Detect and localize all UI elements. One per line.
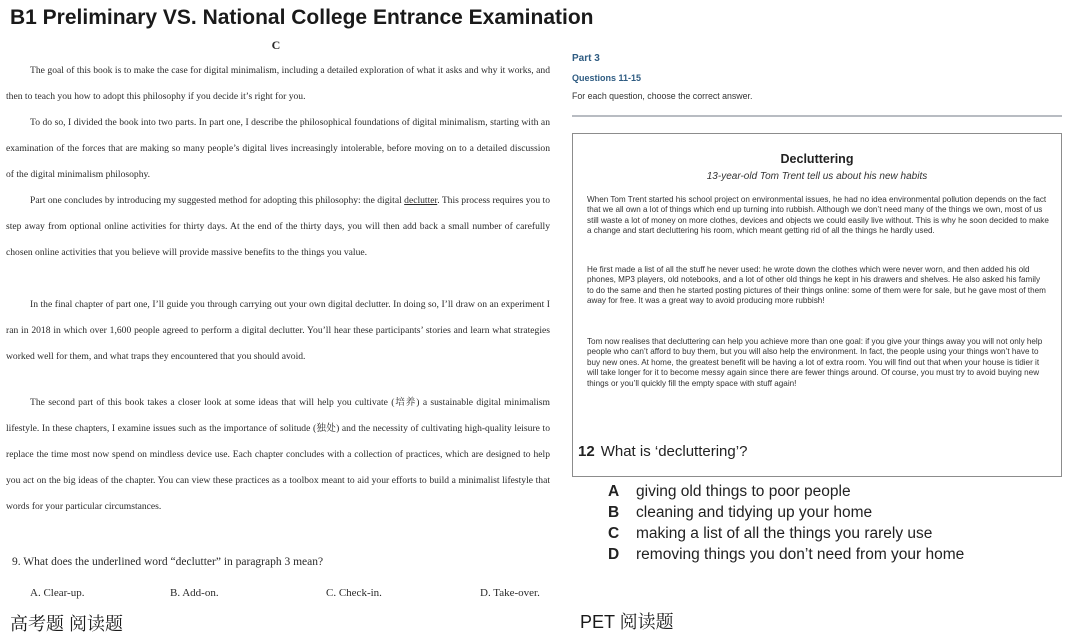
option-letter: C [608, 525, 620, 542]
option-b [608, 504, 872, 522]
question-number: 12 [578, 443, 595, 460]
option-b: B. Add-on. [170, 587, 219, 599]
option-d [608, 546, 964, 564]
option-c [608, 525, 932, 543]
paragraph-text: To do so, I divided the book into two parts. In part one, I describe the philosophical foundations of digital minimalism, starting with an examination of the forces that are making so many people’s digital lives increasingly intolerable, before moving on to a detailed discussion of the digital minimalism philosophy. [6, 117, 550, 180]
question-12 [578, 443, 747, 460]
paragraph-text: The second part of this book takes a closer look at some ideas that will help you cultivate (培养) a sustainable digital minimalism lifestyle. In these chapters, I examine issues such as the importance of solitude (独处) and the necessity of cultivating high-quality leisure to replace the time most now spend on mindless device use. Each chapter concludes with a collection of practices, which are designed to help you act on the big ideas of the chapter. You can view these practices as a toolbox meant to aid your efforts to build a minimalist lifestyle that words for your particular circumstances. [6, 397, 550, 512]
option-letter: D [608, 546, 620, 563]
part-label: Part 3 [572, 53, 600, 64]
question-text: What is ‘decluttering’? [600, 443, 748, 460]
article-paragraph-3: Tom now realises that decluttering can help you achieve more than one goal: if you give your things away you will not only help people who can’t afford to buy them, but you will also help the environment. In fact, the people using your things won’t have to buy new ones. At home, the greatest benefit will be having a lot of extra room. You will find out that when your house is tidier it will take longer for it to become messy again since there are fewer things around. Of course, you must try to avoid buying new things or you’ll quickly fill the empty space with stuff again! [587, 337, 1043, 388]
article-paragraph-2: He first made a list of all the stuff he never used: he wrote down the clothes which were never worn, and then added his old phones, MP3 players, old notebooks, and a lot of other old things he kept in his drawers and shelves. He also asked his family to do the same and then he started posting pictures of their things online: some of them were for sale, but he gave most of them away for free. It was a great way to avoid producing more rubbish! [587, 265, 1046, 306]
passage-paragraph-3 [6, 188, 550, 266]
option-text: cleaning and tidying up your home [636, 504, 873, 521]
passage-paragraph-4 [6, 292, 550, 370]
option-letter: B [608, 504, 620, 521]
passage-paragraph-5 [6, 390, 550, 520]
question-9: 9. What does the underlined word “declutter” in paragraph 3 mean? [12, 556, 324, 568]
passage-paragraph-1 [6, 58, 550, 110]
gaokao-reading-passage [6, 36, 556, 606]
paragraph-text: In the final chapter of part one, I’ll guide you through carrying out your own digital declutter. In doing so, I’ll draw on an experiment I ran in 2018 in which over 1,600 people agreed to perform a digital declutter. You’ll hear these participants’ stories and learn what strategies worked well for them, and what traps they encountered that you should avoid. [6, 299, 550, 362]
option-text: removing things you don’t need from your home [636, 546, 965, 563]
paragraph-text: Part one concludes by introducing my suggested method for adopting this philosophy: the digital [30, 195, 405, 206]
pet-caption: PET 阅读题 [580, 612, 674, 632]
option-d: D. Take-over. [480, 587, 540, 599]
instruction-text: For each question, choose the correct answer. [572, 91, 753, 101]
pet-reading-panel [566, 52, 1070, 582]
paragraph-text: The goal of this book is to make the case for digital minimalism, including a detailed exploration of what it asks and why it works, and then to teach you how to adopt this philosophy if you decide it’s right for you. [6, 65, 550, 102]
page-title: B1 Preliminary VS. National College Entrance Examination [10, 6, 594, 29]
option-text: giving old things to poor people [636, 483, 851, 500]
divider [572, 115, 1062, 117]
gaokao-caption: 高考题 阅读题 [10, 614, 124, 634]
option-text: making a list of all the things you rarely use [636, 525, 933, 542]
option-a: A. Clear-up. [30, 587, 85, 599]
passage-letter: C [271, 38, 281, 52]
article-subtitle: 13-year-old Tom Trent tell us about his new habits [706, 171, 928, 182]
article-title: Decluttering [780, 152, 854, 166]
questions-range: Questions 11-15 [572, 73, 642, 83]
option-a [608, 483, 851, 501]
passage-paragraph-2 [6, 110, 550, 188]
option-c: C. Check-in. [326, 587, 382, 599]
article-paragraph-1: When Tom Trent started his school project on environmental issues, he had no idea environmental pollution depends on the fact that we all own a lot of things which end up turning into rubbish. Although we don’t need many of the things we own, most of us still waste a lot of money on more clothes, devices and objects we could easily live without. This is why he soon decided to make a change and start decluttering his room, which meant getting rid of all the things he hardly used. [587, 195, 1049, 236]
paragraph-text: . This process requires you to step away from optional online activities for thirty days. At the end of the thirty days, you will then add back a small number of carefully chosen online activities that you believe will provide massive benefits to the things you value. [6, 195, 551, 258]
underlined-word: declutter [404, 195, 438, 206]
reading-text-box [572, 133, 1062, 477]
option-letter: A [608, 483, 620, 500]
